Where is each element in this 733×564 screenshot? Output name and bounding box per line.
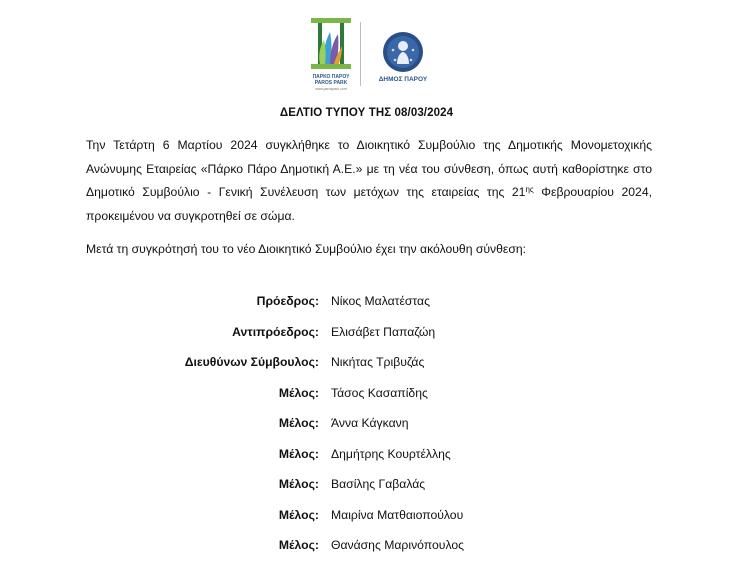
header-logos [306,16,438,92]
board-row [0,325,733,347]
board-role: Μέλος: [278,385,319,400]
board-role: Αντιπρόεδρος: [232,324,319,339]
intro-text-end: Φεβρουαρίου 2024, προκειμένου να συγκροτηθεί σε σώμα. [86,185,652,223]
board-member-name: Νίκος Μαλατέστας [331,294,430,308]
board-role: Μέλος: [278,477,319,491]
board-row [0,355,733,377]
board-row [0,386,733,408]
board-row [0,294,733,316]
paros-park-emblem-icon [306,16,356,76]
park-logo-site: www.parospark.com [315,87,347,91]
park-logo-line1: ΠΑΡΚΟ ΠΑΡΟΥ [312,74,350,80]
board-member-name: Νικήτας Τριβυζάς [331,355,425,369]
board-role: Μέλος: [278,538,319,552]
press-release-title: ΔΕΛΤΙΟ ΤΥΠΟΥ ΤΗΣ 08/03/2024 [279,107,454,119]
board-role: Μέλος: [278,507,319,522]
board-row [0,477,733,499]
board-role: Διευθύνων Σύμβουλος: [184,355,319,369]
ordinal-suffix: ης [525,185,534,194]
dimos-parou-logo [368,30,438,86]
board-member-name: Μαιρίνα Ματθαιοπούλου [331,507,464,522]
board-role: Πρόεδρος: [256,294,319,308]
intro-paragraph [86,134,652,228]
board-member-name: Δημήτρης Κουρτέλλης [331,446,451,461]
dimos-logo-text: ΔΗΜΟΣ ΠΑΡΟΥ [378,76,428,83]
board-role: Μέλος: [278,416,319,430]
board-member-name: Ελισάβετ Παπαζώη [331,324,436,339]
board-row [0,416,733,438]
board-row [0,447,733,469]
board-role: Μέλος: [278,446,319,461]
logo-divider [360,22,361,86]
park-logo-line2: PAROS PARK [314,80,348,86]
board-member-name: Βασίλης Γαβαλάς [331,477,426,491]
dimos-parou-emblem-icon [368,30,438,74]
board-row [0,508,733,530]
paros-park-logo [306,16,356,92]
board-member-name: Άννα Κάγκανη [331,416,409,430]
composition-intro: Μετά τη συγκρότησή του το νέο Διοικητικό Συμβούλιο έχει την ακόλουθη σύνθεση: [86,242,527,256]
board-member-name: Τάσος Κασαπίδης [331,385,428,400]
board-row [0,538,733,560]
intro-text-main: Την Τετάρτη 6 Μαρτίου 2024 συγκλήθηκε το Διοικητικό Συμβούλιο της Δημοτικής Μονομετοχικής Ανώνυμης Εταιρείας «Πάρκο Πάρο Δημοτική Α.Ε.» με τη νέα του σύνθεση, όπως αυτή καθορίστηκε στο Δημοτικό Συμβούλιο - Γενική Συνέλευση των μετόχων της εταιρείας της 21 [86,138,652,199]
board-member-name: Θανάσης Μαρινόπουλος [331,538,465,552]
